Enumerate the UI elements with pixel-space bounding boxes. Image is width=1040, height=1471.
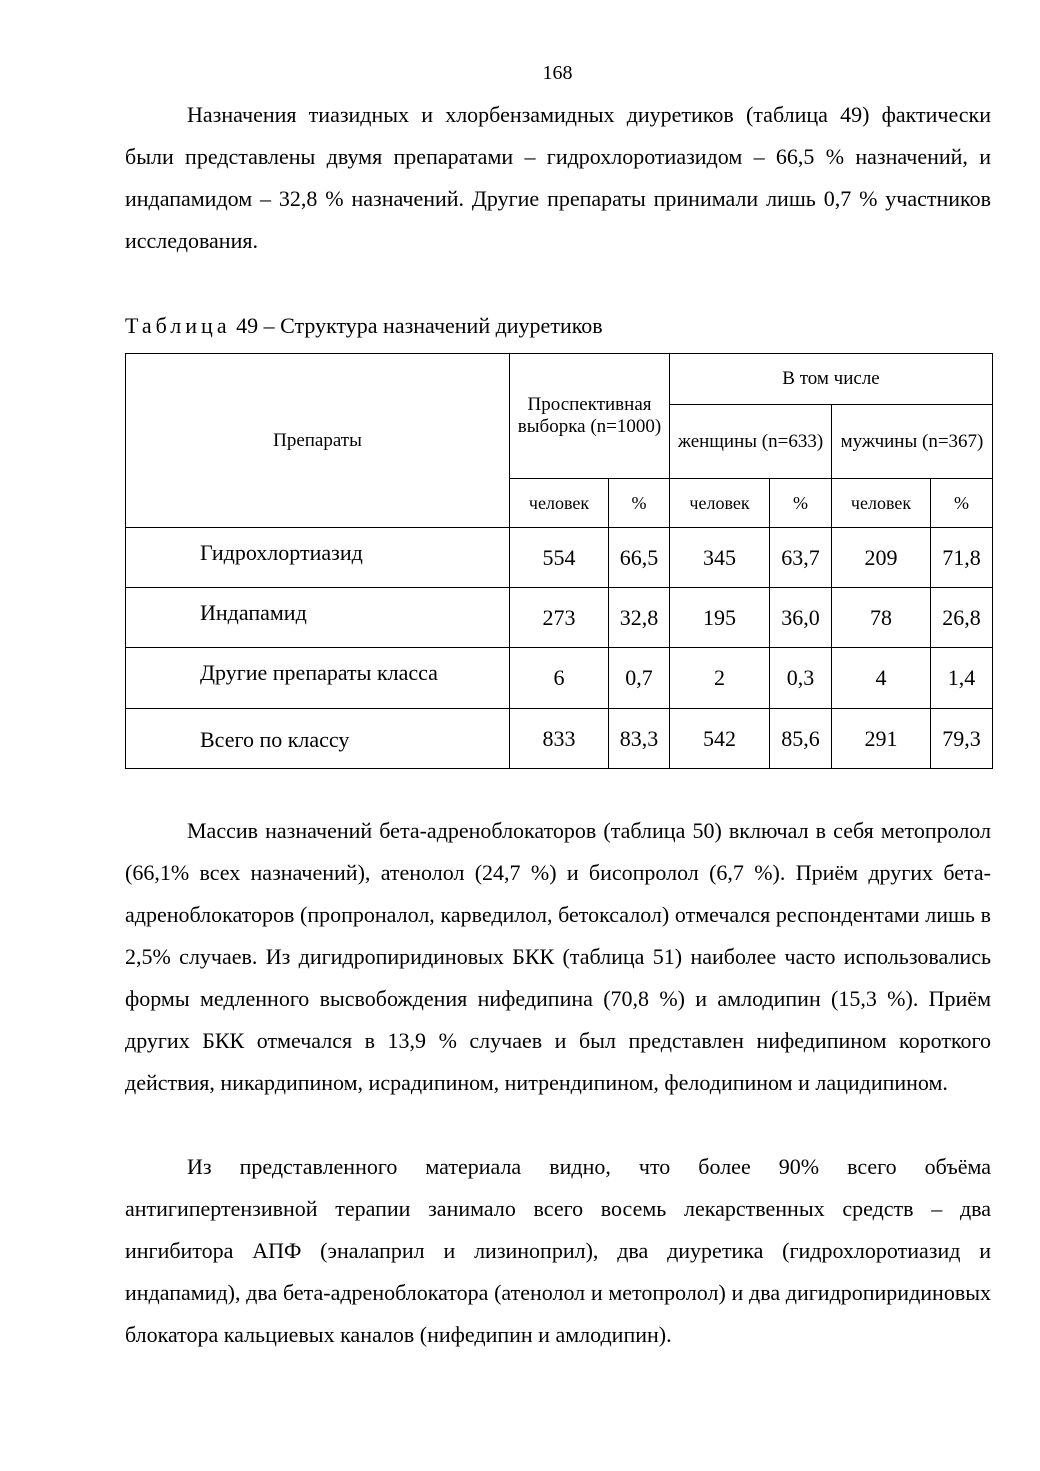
cell-value: 26,8 bbox=[931, 588, 993, 648]
cell-value: 2 bbox=[670, 648, 770, 709]
table-caption-label: Таблица bbox=[125, 313, 231, 338]
cell-value: 554 bbox=[510, 528, 609, 588]
cell-value: 345 bbox=[670, 528, 770, 588]
cell-value: 291 bbox=[832, 709, 931, 769]
unit-men-people: человек bbox=[832, 479, 931, 528]
page-number: 168 bbox=[542, 62, 573, 84]
cell-value: 79,3 bbox=[931, 709, 993, 769]
cell-value: 32,8 bbox=[609, 588, 670, 648]
table-row bbox=[126, 648, 993, 709]
cell-value: 833 bbox=[510, 709, 609, 769]
unit-women-people: человек bbox=[670, 479, 770, 528]
row-name: Всего по классу bbox=[126, 709, 510, 769]
table-caption-title: 49 – Структура назначений диуретиков bbox=[230, 313, 603, 338]
header-men: мужчины (n=367) bbox=[832, 405, 993, 479]
table-row-total bbox=[126, 709, 993, 769]
cell-value: 1,4 bbox=[931, 648, 993, 709]
header-drugs: Препараты bbox=[126, 354, 510, 528]
cell-value: 209 bbox=[832, 528, 931, 588]
cell-value: 542 bbox=[670, 709, 770, 769]
row-name: Гидрохлортиазид bbox=[126, 528, 510, 588]
unit-sample-people: человек bbox=[510, 479, 609, 528]
cell-value: 273 bbox=[510, 588, 609, 648]
paragraph-conclusion: Из представленного материала видно, что более 90% всего объёма антигипертензивной терапии занимало всего восемь лекарственных средств – два ингибитора АПФ (эналаприл и лизиноприл), два диуретика (гидрохлоротиазид и индапамид), два бета-адреноблокатора (атенолол и метопролол) и два дигидропиридиновых блокатора кальциевых каналов (нифедипин и амлодипин). bbox=[125, 1154, 991, 1347]
row-name: Другие препараты класса bbox=[126, 648, 510, 709]
unit-sample-percent: % bbox=[609, 479, 670, 528]
cell-value: 195 bbox=[670, 588, 770, 648]
cell-value: 0,7 bbox=[609, 648, 670, 709]
paragraph-beta-blockers: Массив назначений бета-адреноблокаторов (таблица 50) включал в себя метопролол (66,1% всех назначений), атенолол (24,7 %) и бисопролол (6,7 %). Приём других бета-адреноблокаторов (пропроналол, карведилол, бетоксалол) отмечался респондентами лишь в 2,5% случаев. Из дигидропиридиновых БКК (таблица 51) наиболее часто использовались формы медленного высвобождения нифедипина (70,8 %) и амлодипин (15,3 %). Приём других БКК отмечался в 13,9 % случаев и был представлен нифедипином короткого действия, никардипином, исрадипином, нитрендипином, фелодипином и лацидипином. bbox=[125, 818, 991, 1095]
cell-value: 83,3 bbox=[609, 709, 670, 769]
header-including: В том числе bbox=[670, 354, 993, 405]
table-row bbox=[126, 588, 993, 648]
cell-value: 85,6 bbox=[770, 709, 832, 769]
cell-value: 66,5 bbox=[609, 528, 670, 588]
diuretics-table bbox=[125, 353, 993, 769]
table-row bbox=[126, 528, 993, 588]
table-caption bbox=[125, 312, 603, 340]
paragraph-diuretics-intro: Назначения тиазидных и хлорбензамидных диуретиков (таблица 49) фактически были представлены двумя препаратами – гидрохлоротиазидом – 66,5 % назначений, и индапамидом – 32,8 % назначений. Другие препараты принимали лишь 0,7 % участников исследования. bbox=[125, 102, 991, 253]
cell-value: 63,7 bbox=[770, 528, 832, 588]
cell-value: 0,3 bbox=[770, 648, 832, 709]
cell-value: 6 bbox=[510, 648, 609, 709]
row-name: Индапамид bbox=[126, 588, 510, 648]
unit-women-percent: % bbox=[770, 479, 832, 528]
unit-men-percent: % bbox=[931, 479, 993, 528]
cell-value: 4 bbox=[832, 648, 931, 709]
cell-value: 78 bbox=[832, 588, 931, 648]
header-women: женщины (n=633) bbox=[670, 405, 832, 479]
header-sample: Проспективная выборка (n=1000) bbox=[510, 354, 670, 479]
cell-value: 36,0 bbox=[770, 588, 832, 648]
cell-value: 71,8 bbox=[931, 528, 993, 588]
